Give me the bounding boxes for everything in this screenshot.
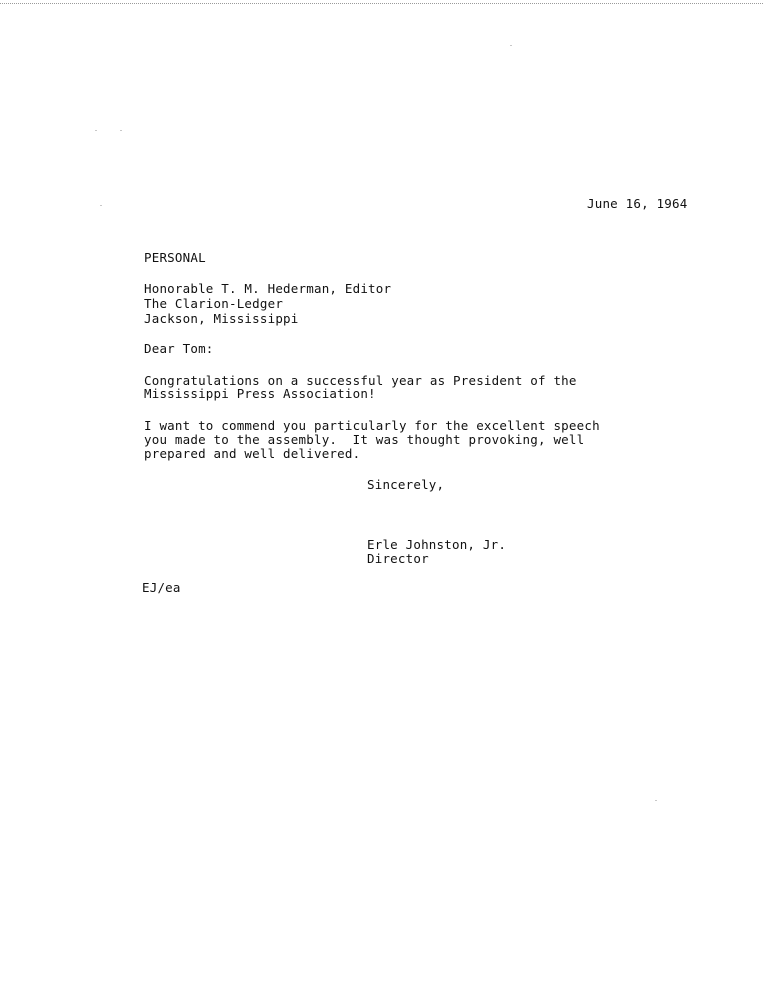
personal-marking: PERSONAL [144,250,206,265]
paragraph-line: Mississippi Press Association! [144,386,376,401]
paragraph-line: you made to the assembly. It was thought provoking, well [144,432,585,447]
signer-title: Director [367,551,429,566]
scan-speck [655,800,657,801]
scan-speck [95,130,97,131]
salutation: Dear Tom: [144,341,214,356]
letter-date: June 16, 1964 [587,196,688,211]
recipient-line: The Clarion-Ledger [144,296,284,311]
page-top-edge [0,3,763,4]
scan-speck [510,45,512,46]
scan-speck [100,205,102,206]
closing: Sincerely, [367,477,445,492]
recipient-line: Honorable T. M. Hederman, Editor [144,281,392,296]
reference-initials: EJ/ea [142,580,181,595]
paragraph-line: I want to commend you particularly for the excellent speech [144,418,600,433]
paragraph-line: prepared and well delivered. [144,446,361,461]
scan-speck [120,130,122,131]
signer-name: Erle Johnston, Jr. [367,537,507,552]
paragraph-line: Congratulations on a successful year as President of the [144,373,577,388]
recipient-line: Jackson, Mississippi [144,311,299,326]
